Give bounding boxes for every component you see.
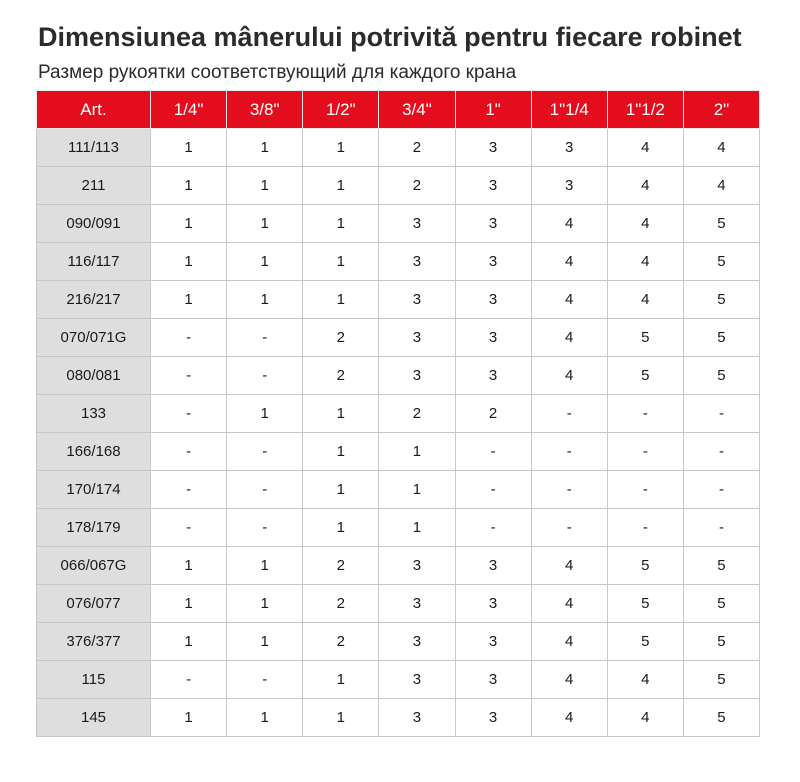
size-cell: 1 [227, 623, 303, 661]
size-cell: 3 [379, 585, 455, 623]
size-cell: - [683, 471, 759, 509]
size-cell: 4 [607, 661, 683, 699]
size-cell: - [455, 433, 531, 471]
size-cell: 4 [607, 243, 683, 281]
article-cell: 111/113 [37, 129, 151, 167]
table-row [37, 623, 760, 661]
size-cell: 1 [303, 509, 379, 547]
size-cell: - [607, 509, 683, 547]
article-cell: 216/217 [37, 281, 151, 319]
size-cell: 1 [227, 699, 303, 737]
size-cell: 3 [379, 319, 455, 357]
size-cell: 4 [531, 547, 607, 585]
size-cell: - [227, 357, 303, 395]
size-cell: 3 [531, 167, 607, 205]
table-row [37, 167, 760, 205]
size-cell: 4 [607, 167, 683, 205]
article-cell: 178/179 [37, 509, 151, 547]
size-cell: 5 [683, 357, 759, 395]
column-header-art: Art. [37, 91, 151, 129]
size-cell: 1 [151, 699, 227, 737]
size-cell: 5 [607, 547, 683, 585]
size-cell: 4 [531, 243, 607, 281]
size-cell: 3 [455, 243, 531, 281]
column-header-size: 1"1/2 [607, 91, 683, 129]
article-cell: 211 [37, 167, 151, 205]
size-cell: 5 [607, 357, 683, 395]
size-cell: 2 [303, 357, 379, 395]
handle-size-table [36, 90, 760, 737]
size-cell: 3 [379, 205, 455, 243]
size-cell: - [151, 471, 227, 509]
size-cell: - [227, 509, 303, 547]
size-cell: 4 [531, 699, 607, 737]
size-cell: 1 [303, 433, 379, 471]
size-cell: 3 [379, 623, 455, 661]
table-row [37, 319, 760, 357]
size-cell: 3 [455, 623, 531, 661]
size-cell: 3 [379, 547, 455, 585]
table-row [37, 509, 760, 547]
size-cell: - [151, 661, 227, 699]
table-row [37, 699, 760, 737]
size-cell: 5 [683, 623, 759, 661]
table-row [37, 129, 760, 167]
size-cell: 1 [227, 205, 303, 243]
article-cell: 066/067G [37, 547, 151, 585]
table-row [37, 547, 760, 585]
article-cell: 116/117 [37, 243, 151, 281]
size-cell: 2 [379, 129, 455, 167]
size-cell: 3 [455, 357, 531, 395]
size-cell: - [227, 471, 303, 509]
size-cell: 1 [227, 243, 303, 281]
table-body [37, 129, 760, 737]
size-cell: 4 [531, 281, 607, 319]
article-cell: 145 [37, 699, 151, 737]
size-cell: - [607, 471, 683, 509]
size-cell: 1 [151, 547, 227, 585]
size-cell: 1 [303, 661, 379, 699]
size-cell: 3 [379, 281, 455, 319]
size-cell: 3 [379, 357, 455, 395]
column-header-size: 1/4" [151, 91, 227, 129]
size-cell: 2 [303, 585, 379, 623]
size-cell: 1 [151, 167, 227, 205]
size-cell: - [455, 471, 531, 509]
size-cell: 1 [151, 243, 227, 281]
size-cell: 2 [303, 547, 379, 585]
size-cell: 4 [607, 699, 683, 737]
size-cell: - [227, 661, 303, 699]
table-row [37, 357, 760, 395]
size-cell: 4 [531, 623, 607, 661]
size-cell: 5 [607, 319, 683, 357]
size-cell: 5 [607, 585, 683, 623]
table-row [37, 243, 760, 281]
size-cell: 1 [151, 129, 227, 167]
size-cell: 3 [455, 167, 531, 205]
article-cell: 166/168 [37, 433, 151, 471]
table-header-row [37, 91, 760, 129]
size-cell: - [531, 433, 607, 471]
size-cell: 1 [151, 623, 227, 661]
size-cell: 3 [531, 129, 607, 167]
table-row [37, 433, 760, 471]
size-cell: 1 [227, 547, 303, 585]
size-cell: - [151, 433, 227, 471]
size-cell: 1 [227, 281, 303, 319]
size-cell: 4 [607, 205, 683, 243]
size-cell: 3 [455, 547, 531, 585]
size-cell: 5 [683, 661, 759, 699]
size-cell: 3 [455, 129, 531, 167]
article-cell: 115 [37, 661, 151, 699]
table-row [37, 205, 760, 243]
size-cell: 3 [455, 205, 531, 243]
size-cell: 4 [683, 129, 759, 167]
article-cell: 170/174 [37, 471, 151, 509]
size-cell: 4 [607, 281, 683, 319]
size-cell: 5 [683, 699, 759, 737]
table-row [37, 395, 760, 433]
table-row [37, 661, 760, 699]
size-cell: 5 [683, 205, 759, 243]
article-cell: 376/377 [37, 623, 151, 661]
size-cell: 3 [455, 281, 531, 319]
size-cell: - [683, 395, 759, 433]
size-cell: - [683, 433, 759, 471]
size-cell: 4 [683, 167, 759, 205]
size-cell: 1 [151, 281, 227, 319]
size-cell: - [531, 395, 607, 433]
column-header-size: 2" [683, 91, 759, 129]
article-cell: 076/077 [37, 585, 151, 623]
size-cell: 1 [227, 129, 303, 167]
article-cell: 090/091 [37, 205, 151, 243]
size-cell: 1 [379, 471, 455, 509]
size-cell: - [151, 319, 227, 357]
article-cell: 070/071G [37, 319, 151, 357]
size-cell: 1 [227, 585, 303, 623]
size-cell: 2 [455, 395, 531, 433]
size-cell: - [531, 471, 607, 509]
size-cell: - [151, 395, 227, 433]
size-cell: 5 [683, 585, 759, 623]
size-cell: 2 [379, 395, 455, 433]
size-cell: 5 [607, 623, 683, 661]
size-cell: 1 [303, 129, 379, 167]
size-cell: 4 [531, 661, 607, 699]
size-cell: 1 [379, 433, 455, 471]
column-header-size: 1/2" [303, 91, 379, 129]
size-cell: - [455, 509, 531, 547]
size-cell: - [683, 509, 759, 547]
size-cell: 2 [303, 319, 379, 357]
table-row [37, 585, 760, 623]
size-cell: 1 [303, 167, 379, 205]
size-cell: 4 [531, 205, 607, 243]
size-cell: - [227, 433, 303, 471]
size-cell: 5 [683, 547, 759, 585]
table-row [37, 471, 760, 509]
size-cell: 5 [683, 243, 759, 281]
size-cell: - [607, 395, 683, 433]
column-header-size: 1" [455, 91, 531, 129]
size-cell: 1 [303, 281, 379, 319]
size-cell: 4 [531, 585, 607, 623]
size-cell: 3 [455, 661, 531, 699]
size-cell: - [151, 509, 227, 547]
size-cell: 3 [379, 661, 455, 699]
page-title: Dimensiunea mânerului potrivită pentru fiecare robinet [38, 22, 742, 52]
article-cell: 080/081 [37, 357, 151, 395]
size-cell: 2 [379, 167, 455, 205]
article-cell: 133 [37, 395, 151, 433]
size-cell: 2 [303, 623, 379, 661]
size-cell: 1 [303, 699, 379, 737]
size-cell: - [151, 357, 227, 395]
size-cell: - [607, 433, 683, 471]
table-row [37, 281, 760, 319]
size-cell: 1 [303, 243, 379, 281]
size-cell: 4 [607, 129, 683, 167]
size-cell: 5 [683, 319, 759, 357]
size-cell: 1 [151, 585, 227, 623]
size-cell: 3 [379, 243, 455, 281]
page-subtitle: Размер рукоятки соответствующий для каждого крана [38, 62, 517, 83]
size-cell: - [227, 319, 303, 357]
column-header-size: 3/8" [227, 91, 303, 129]
size-cell: - [531, 509, 607, 547]
size-cell: 1 [303, 471, 379, 509]
size-cell: 1 [379, 509, 455, 547]
size-cell: 4 [531, 357, 607, 395]
size-cell: 3 [379, 699, 455, 737]
size-cell: 3 [455, 319, 531, 357]
size-cell: 1 [303, 395, 379, 433]
size-cell: 3 [455, 585, 531, 623]
column-header-size: 3/4" [379, 91, 455, 129]
size-cell: 1 [151, 205, 227, 243]
size-cell: 1 [227, 395, 303, 433]
size-cell: 5 [683, 281, 759, 319]
column-header-size: 1"1/4 [531, 91, 607, 129]
size-cell: 1 [227, 167, 303, 205]
size-cell: 4 [531, 319, 607, 357]
size-cell: 1 [303, 205, 379, 243]
size-cell: 3 [455, 699, 531, 737]
